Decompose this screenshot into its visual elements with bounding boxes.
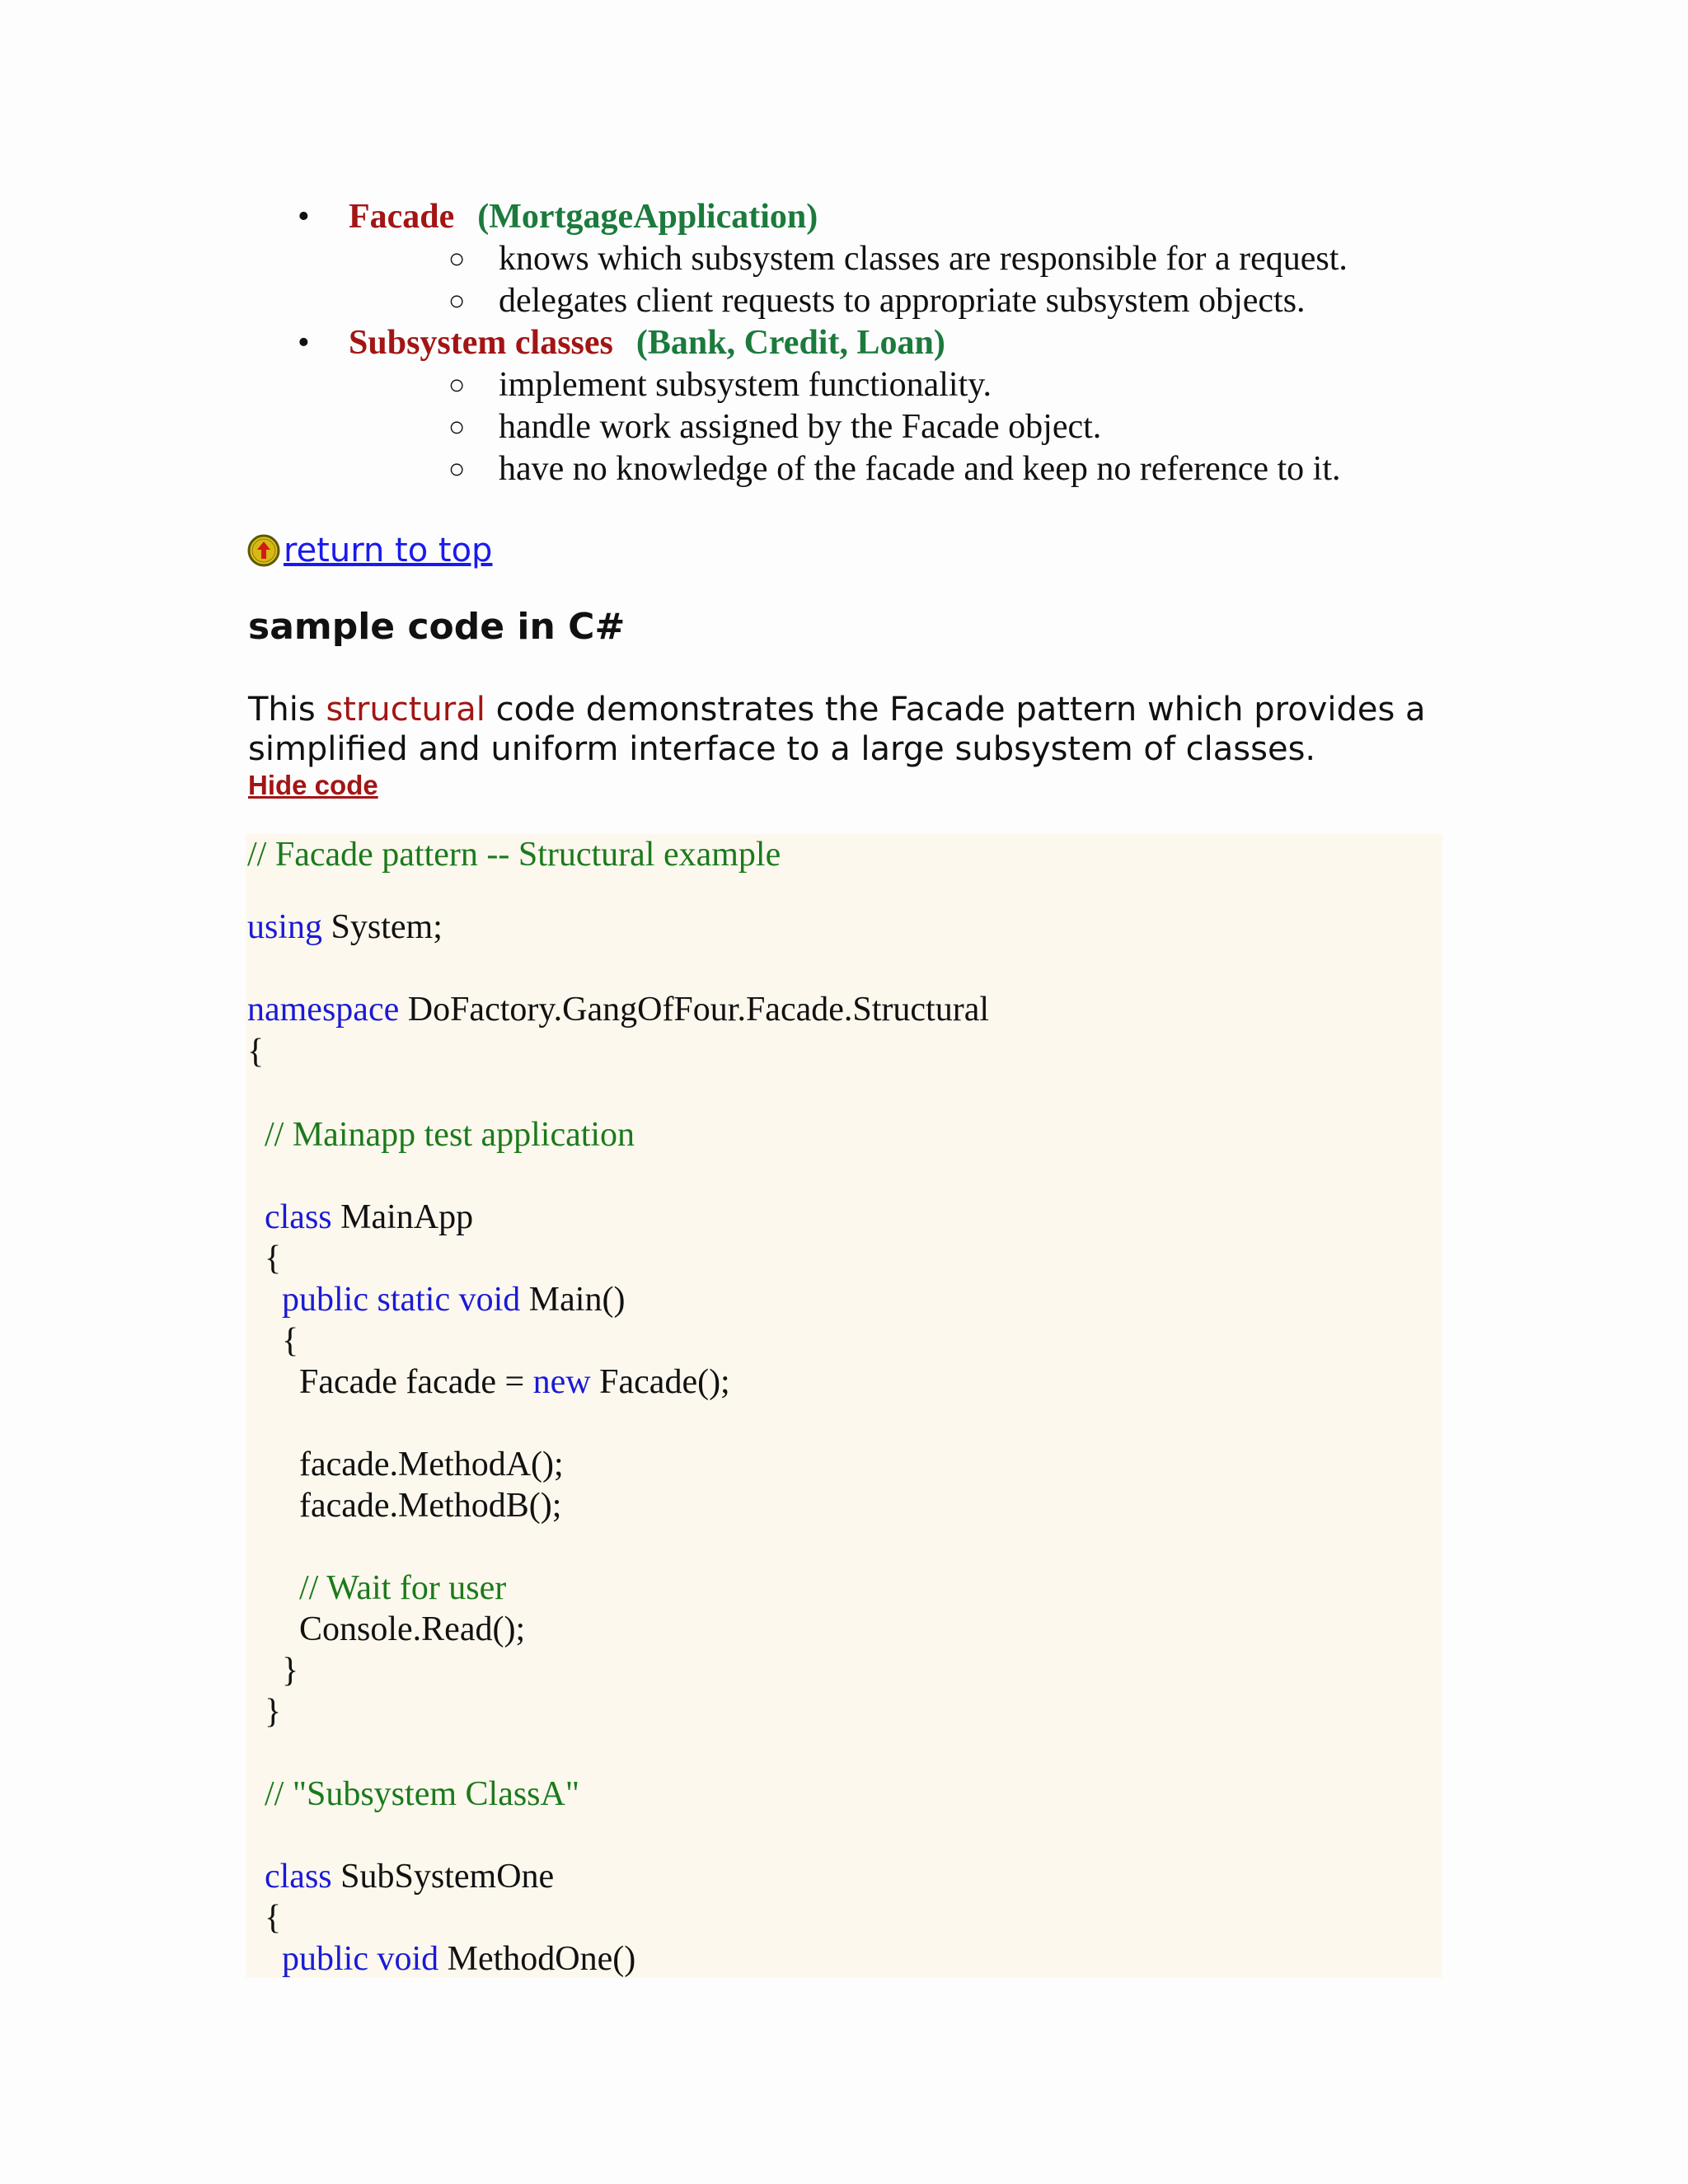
code-line	[247, 1361, 730, 1403]
code-line	[247, 834, 781, 875]
code-text: SubSystemOne	[331, 1858, 555, 1896]
code-line	[247, 1568, 506, 1609]
arrow-up-circle-icon[interactable]	[247, 534, 280, 567]
code-line	[247, 1691, 281, 1732]
duty-item	[349, 238, 1348, 280]
code-line	[247, 907, 443, 948]
code-text: MethodOne()	[438, 1940, 636, 1978]
code-line	[247, 1444, 564, 1485]
code-text: {	[247, 1033, 265, 1071]
code-line	[247, 1320, 298, 1361]
circle-bullet-icon: ○	[448, 454, 466, 485]
code-text: }	[247, 1693, 282, 1731]
code-text	[247, 1198, 265, 1236]
participant-item	[298, 196, 1348, 322]
code-comment: // Mainapp test application	[247, 1116, 635, 1154]
code-text: Main()	[520, 1281, 626, 1319]
code-text	[247, 1940, 282, 1978]
participant-name: Subsystem classes	[349, 324, 613, 362]
circle-bullet-icon: ○	[448, 244, 466, 274]
code-line	[247, 1897, 281, 1938]
bullet-icon: •	[298, 324, 310, 362]
duties-list	[349, 364, 1348, 490]
intro-text-before: This	[248, 691, 326, 729]
intro-highlight: structural	[326, 691, 485, 729]
code-text: System;	[322, 908, 443, 946]
code-keyword: class	[265, 1198, 332, 1236]
participant-classes: (Bank, Credit, Loan)	[635, 324, 945, 362]
code-line	[247, 1279, 625, 1320]
code-keyword: namespace	[247, 991, 400, 1029]
code-text: facade.MethodA();	[247, 1446, 564, 1483]
return-to-top-link[interactable]: return to top	[284, 532, 493, 569]
duty-item	[349, 448, 1348, 490]
code-line	[247, 1774, 579, 1815]
code-keyword: new	[532, 1363, 591, 1401]
code-text: {	[247, 1240, 282, 1277]
participants-list	[298, 196, 1348, 490]
code-line	[247, 1485, 561, 1526]
code-line	[247, 1650, 298, 1691]
code-text: DoFactory.GangOfFour.Facade.Structural	[399, 991, 989, 1029]
code-comment: // "Subsystem ClassA"	[247, 1775, 579, 1813]
duty-item	[349, 280, 1348, 322]
code-keyword: public static void	[282, 1281, 521, 1319]
code-text: MainApp	[331, 1198, 474, 1236]
duty-item	[349, 406, 1348, 448]
code-text: facade.MethodB();	[247, 1487, 562, 1525]
code-text	[247, 1281, 282, 1319]
circle-bullet-icon: ○	[448, 412, 466, 443]
participant-classes: (MortgageApplication)	[477, 198, 818, 236]
code-text: {	[247, 1899, 282, 1937]
duty-item	[349, 364, 1348, 406]
code-text: Console.Read();	[247, 1610, 526, 1648]
code-comment: // Facade pattern -- Structural example	[247, 836, 781, 874]
participant-item	[298, 322, 1348, 490]
code-block	[246, 834, 1442, 1978]
code-keyword: class	[265, 1858, 332, 1896]
duty-text: implement subsystem functionality.	[499, 366, 992, 404]
code-comment: // Wait for user	[247, 1569, 507, 1607]
hide-code-link[interactable]: Hide code	[248, 770, 378, 800]
code-text: Facade();	[590, 1363, 730, 1401]
duty-text: delegates client requests to appropriate subsystem objects.	[499, 282, 1306, 320]
code-line	[247, 989, 989, 1030]
intro-text-after: code demonstrates the Facade pattern which provides a simplified and uniform interface to a large subsystem of classes.	[248, 691, 1426, 768]
code-line	[247, 1938, 635, 1978]
section-heading: sample code in C#	[248, 606, 626, 648]
circle-bullet-icon: ○	[448, 286, 466, 316]
code-text: Facade facade =	[247, 1363, 533, 1401]
code-line	[247, 1114, 635, 1155]
code-text	[247, 1858, 265, 1896]
return-to-top[interactable]	[247, 527, 492, 574]
code-text: }	[247, 1652, 299, 1690]
code-keyword: public void	[282, 1940, 439, 1978]
code-line	[247, 1856, 554, 1897]
code-line	[247, 1238, 281, 1279]
bullet-icon: •	[298, 198, 310, 236]
duty-text: handle work assigned by the Facade object.	[499, 408, 1102, 446]
code-keyword: using	[247, 908, 323, 946]
code-text: {	[247, 1322, 299, 1360]
circle-bullet-icon: ○	[448, 370, 466, 401]
code-line	[247, 1031, 264, 1072]
duties-list	[349, 238, 1348, 322]
participant-name: Facade	[349, 198, 455, 236]
code-line	[247, 1197, 473, 1238]
duty-text: have no knowledge of the facade and keep no reference to it.	[499, 450, 1341, 488]
duty-text: knows which subsystem classes are responsible for a request.	[499, 240, 1348, 278]
code-line	[247, 1609, 525, 1650]
intro-paragraph	[248, 690, 1460, 769]
